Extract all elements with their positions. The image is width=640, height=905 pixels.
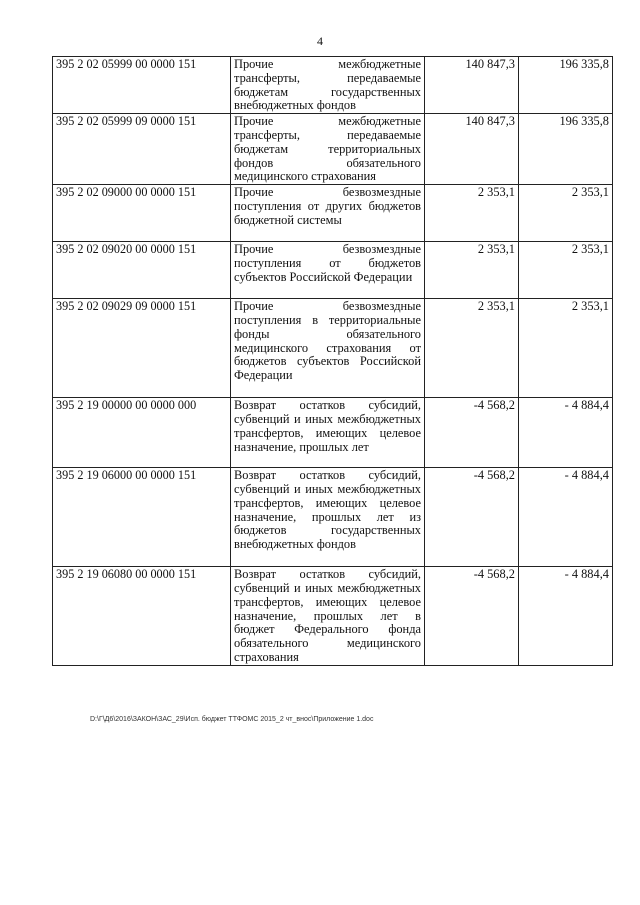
amount-cell-2: 2 353,1 [519,185,613,242]
budget-code-cell: 395 2 19 06000 00 0000 151 [53,468,231,567]
budget-code-cell: 395 2 02 09029 09 0000 151 [53,299,231,398]
income-name-cell: Возврат остатков субсидий, субвенций и иных межбюджетных трансфертов, имеющих целевое назначение, прошлых лет [231,398,425,468]
budget-table [52,56,613,666]
amount-cell-2: 2 353,1 [519,299,613,398]
amount-cell-1: 2 353,1 [425,185,519,242]
table-row [53,299,613,398]
amount-cell-1: 140 847,3 [425,57,519,114]
amount-cell-2: 196 335,8 [519,57,613,114]
income-name-cell: Прочие безвозмездные поступления в территориальные фонды обязательного медицинского страхования от бюджетов субъектов Российской Федерации [231,299,425,398]
table-row [53,57,613,114]
income-name-cell: Возврат остатков субсидий, субвенций и иных межбюджетных трансфертов, имеющих целевое назначение, прошлых лет из бюджетов государственных внебюджетных фондов [231,468,425,567]
table-row [53,114,613,185]
amount-cell-2: 196 335,8 [519,114,613,185]
amount-cell-1: -4 568,2 [425,468,519,567]
budget-code-cell: 395 2 19 00000 00 0000 000 [53,398,231,468]
table-row [53,567,613,666]
document-file-path: D:\Г\Д6\2016\ЗАКОН\ЗАС_29\Исп. бюджет ТТФОМС 2015_2 чт_внос\Приложение 1.doc [90,716,374,723]
table-row [53,468,613,567]
amount-cell-2: 2 353,1 [519,242,613,299]
table-row [53,398,613,468]
table-row [53,185,613,242]
amount-cell-1: -4 568,2 [425,398,519,468]
income-name-cell: Прочие межбюджетные трансферты, передаваемые бюджетам государственных внебюджетных фондов [231,57,425,114]
amount-cell-1: 2 353,1 [425,299,519,398]
budget-code-cell: 395 2 02 09000 00 0000 151 [53,185,231,242]
amount-cell-2: - 4 884,4 [519,468,613,567]
income-name-cell: Прочие межбюджетные трансферты, передаваемые бюджетам территориальных фондов обязательного медицинского страхования [231,114,425,185]
amount-cell-2: - 4 884,4 [519,567,613,666]
amount-cell-2: - 4 884,4 [519,398,613,468]
budget-code-cell: 395 2 02 05999 09 0000 151 [53,114,231,185]
amount-cell-1: 140 847,3 [425,114,519,185]
budget-code-cell: 395 2 02 05999 00 0000 151 [53,57,231,114]
income-name-cell: Прочие безвозмездные поступления от бюджетов субъектов Российской Федерации [231,242,425,299]
page-number: 4 [317,34,323,48]
amount-cell-1: -4 568,2 [425,567,519,666]
table-row [53,242,613,299]
budget-code-cell: 395 2 02 09020 00 0000 151 [53,242,231,299]
amount-cell-1: 2 353,1 [425,242,519,299]
income-name-cell: Прочие безвозмездные поступления от других бюджетов бюджетной системы [231,185,425,242]
income-name-cell: Возврат остатков субсидий, субвенций и иных межбюджетных трансфертов, имеющих целевое назначение, прошлых лет в бюджет Федерального фонда обязательного медицинского страхования [231,567,425,666]
budget-code-cell: 395 2 19 06080 00 0000 151 [53,567,231,666]
